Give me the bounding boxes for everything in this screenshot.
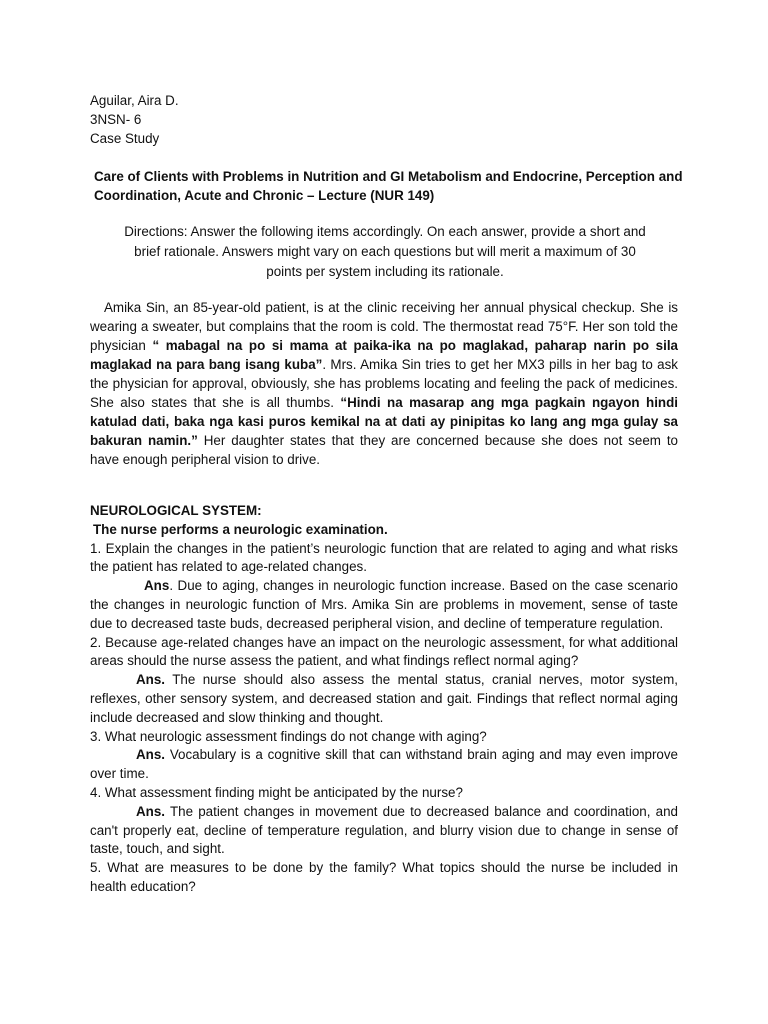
answer-2: [90, 671, 678, 727]
question-4: 4. What assessment finding might be anticipated by the nurse?: [90, 784, 463, 800]
section-title: NEUROLOGICAL SYSTEM:: [90, 503, 262, 518]
case-text-1: Amika Sin, an 85-year-old patient, is at the clinic receiving her annual physical checkup. She is wearing a sweater, but complains that the room is cold. The thermostat read 75°F. Her son told the physician: [90, 300, 678, 353]
case-text-2: . Mrs. Amika Sin tries to get her MX3 pills in her bag to ask the physician for approval, obviously, she has problems locating and feeling the pack of medicines. She also states that she is all thumbs.: [90, 357, 678, 410]
answer-1: [90, 577, 678, 633]
case-scenario: [90, 298, 678, 469]
answer-3: [90, 746, 678, 784]
question-2: 2. Because age-related changes have an impact on the neurologic assessment, for what additional areas should the nurse assess the patient, and what findings reflect normal aging?: [90, 634, 678, 669]
answer-label: Ans.: [136, 803, 166, 819]
question-1: 1. Explain the changes in the patient’s neurologic function that are related to aging and what risks the patient has related to age-related changes.: [90, 540, 678, 575]
student-section: 3NSN- 6: [90, 111, 142, 127]
section-subtitle: The nurse performs a neurologic examination.: [93, 521, 388, 537]
case-text-3: Her daughter states that they are concerned because she does not seem to have enough peripheral vision to drive.: [90, 433, 678, 467]
answer-4: [90, 803, 678, 859]
answer-text: The nurse should also assess the mental status, cranial nerves, motor system, reflexes, other sensory system, and decreased station and gait. Findings that reflect normal aging include decreased and slow thinking and thought.: [90, 672, 678, 725]
case-quote-son: “ mabagal na po si mama at paika-ika na po maglakad, paharap narin po sila maglakad na para bang isang kuba”: [90, 338, 678, 372]
answer-text: . Due to aging, changes in neurologic function increase. Based on the case scenario the changes in neurologic function of Mrs. Amika Sin are problems in movement, sense of taste due to decreased taste buds, decreased peripheral vision, and decline of temperature regulation.: [90, 578, 678, 631]
case-quote-patient: “Hindi na masarap ang mga pagkain ngayon hindi katulad dati, baka nga kasi puros kemikal na at dati ay pinipitas ko lang ang mga gulay sa bakuran namin.”: [90, 395, 678, 448]
document-type: Case Study: [90, 130, 160, 146]
student-name: Aguilar, Aira D.: [90, 93, 179, 108]
course-title: Care of Clients with Problems in Nutrition and GI Metabolism and Endocrine, Perception and Coordination, Acute and Chronic – Lecture (NUR 149): [94, 169, 683, 203]
neurological-section: [90, 502, 678, 897]
question-3: 3. What neurologic assessment findings do not change with aging?: [90, 728, 487, 744]
answer-label: Ans.: [136, 747, 166, 763]
question-5: 5. What are measures to be done by the family? What topics should the nurse be included in health education?: [90, 860, 678, 894]
directions: Directions: Answer the following items accordingly. On each answer, provide a short and brief rationale. Answers might vary on each questions but will merit a maximum of 30 points per system including its rationale.: [124, 224, 646, 279]
answer-label: Ans: [144, 578, 170, 594]
student-header: [90, 92, 179, 148]
answer-text: Vocabulary is a cognitive skill that can withstand brain aging and may even improve over time.: [90, 747, 678, 782]
answer-label: Ans.: [136, 672, 166, 688]
answer-text: The patient changes in movement due to decreased balance and coordination, and can't properly eat, decline of temperature regulation, and blurry vision due to change in sense of taste, touch, and sight.: [90, 803, 678, 857]
